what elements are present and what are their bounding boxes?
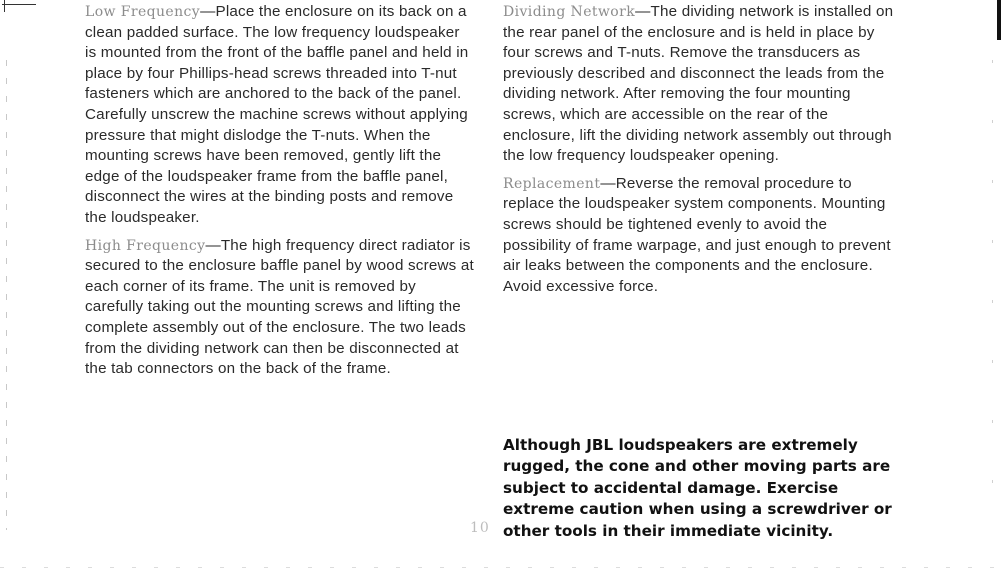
heading-separator: —: [600, 174, 616, 192]
page-number: 10: [470, 520, 490, 536]
high-frequency-paragraph: [85, 236, 475, 380]
replacement-paragraph: [503, 174, 895, 298]
heading-separator: —: [205, 236, 221, 254]
replacement-heading: Replacement: [503, 175, 601, 192]
low-frequency-heading: Low Frequency: [85, 4, 201, 20]
scan-edge-right: [997, 0, 1001, 40]
warning-notice: Although JBL loudspeakers are extremely rugged, the cone and other moving parts are subject to accidental damage. Exercise extreme caution when using a screwdriver or other tools in their immediate vicinity.: [503, 436, 892, 540]
scan-edge-left: [6, 60, 7, 530]
dividing-network-paragraph: [503, 2, 895, 167]
right-column: [503, 2, 895, 304]
page-corner-mark: [0, 0, 36, 12]
scan-edge-right-dots: [992, 60, 993, 500]
left-column: [85, 2, 475, 387]
low-frequency-body: Place the enclosure on its back on a clean padded surface. The low frequency loudspeaker is mounted from the front of the baffle panel and held in place by four Phillips-head screws threaded into T-nut fasteners which are anchored to the back of the panel. Carefully unscrew the machine screws without applying pressure that might dislodge the T-nuts. When the mounting screws have been removed, gently lift the edge of the loudspeaker frame from the baffle panel, disconnect the wires at the binding posts and remove the loudspeaker.: [85, 3, 469, 226]
scan-edge-bottom: [0, 567, 1001, 568]
high-frequency-body: The high frequency direct radiator is secured to the enclosure baffle panel by wood screws at each corner of its frame. The unit is removed by carefully taking out the mounting screws and lifting the complete assembly out of the enclosure. The two leads from the dividing network can then be disconnected at the tab connectors on the back of the frame.: [85, 236, 474, 378]
heading-separator: —: [200, 3, 216, 20]
low-frequency-paragraph: [85, 2, 475, 229]
corner-mark-vertical: [4, 0, 5, 12]
replacement-body: Reverse the removal procedure to replace the loudspeaker system components. Mounting screws should be tightened evenly to avoid the possibility of frame warpage, and just enough to prevent air leaks between the components and the enclosure. Avoid excessive force.: [503, 174, 891, 295]
heading-separator: —: [635, 3, 651, 20]
corner-mark-horizontal: [2, 4, 36, 5]
high-frequency-heading: High Frequency: [85, 237, 206, 254]
dividing-network-body: The dividing network is installed on the rear panel of the enclosure and is held in place by four screws and T-nuts. Remove the transducers as previously described and disconnect the leads from the dividing network. After removing the four mounting screws, which are accessible on the rear of the enclosure, lift the dividing network assembly out through the low frequency loudspeaker opening.: [503, 3, 894, 165]
dividing-network-heading: Dividing Network: [503, 4, 636, 20]
